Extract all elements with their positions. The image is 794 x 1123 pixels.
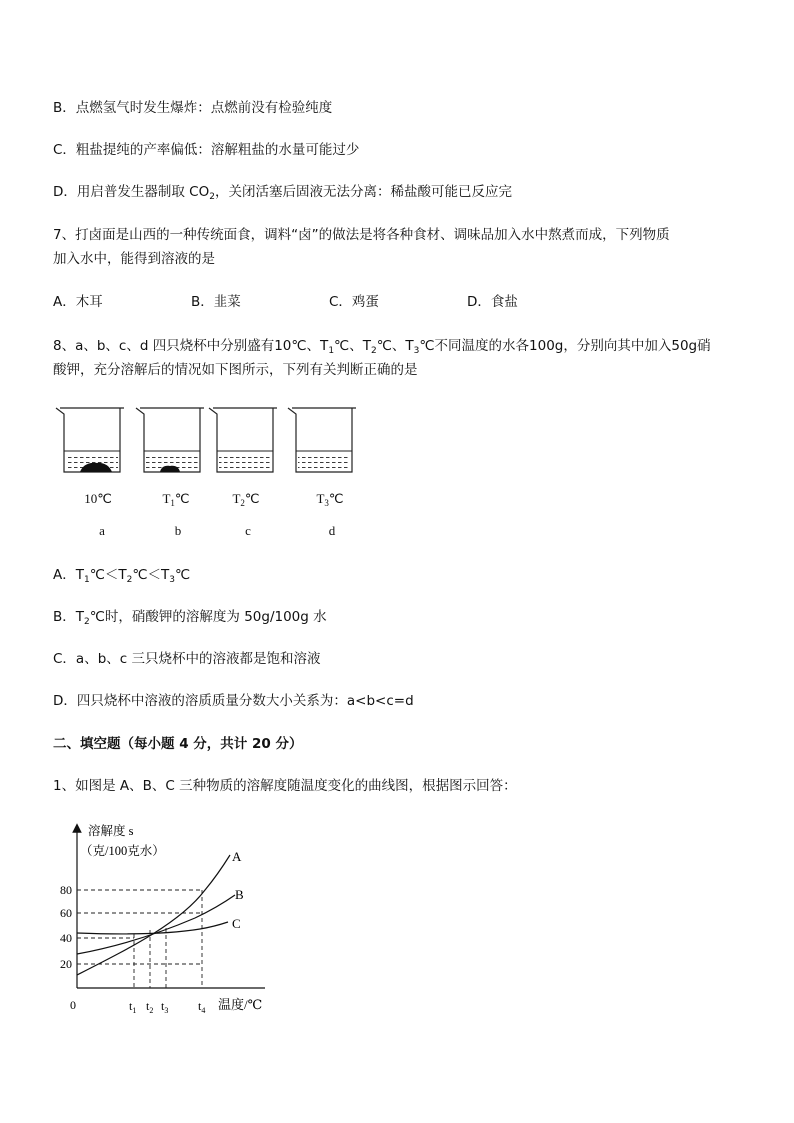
curve-a bbox=[77, 855, 230, 975]
fill1-stem: 1、如图是 A、B、C 三种物质的溶解度随温度变化的曲线图，根据图示回答： bbox=[53, 778, 517, 794]
q6-option-d bbox=[53, 183, 512, 201]
q8-stem-sub-3: 3 bbox=[413, 346, 420, 356]
q8-option-a-sub1: 1 bbox=[83, 575, 90, 585]
q6-option-d-text-1: D．用启普发生器制取 CO bbox=[53, 184, 210, 200]
curve-label-a: A bbox=[232, 849, 242, 864]
q8-option-b bbox=[53, 608, 327, 626]
x-axis-label: 温度/℃ bbox=[218, 997, 263, 1012]
y-axis-label-2: （克/100克水） bbox=[80, 844, 165, 858]
q8-option-a-sub3: 3 bbox=[169, 575, 176, 585]
beaker-d bbox=[288, 408, 356, 472]
q8-option-a-sub2: 2 bbox=[126, 575, 133, 585]
x-tick-t1: $t_1$ bbox=[129, 999, 137, 1015]
q8-stem-part-2: ℃、T bbox=[334, 338, 371, 354]
beaker-c-temp-t: T bbox=[232, 491, 241, 506]
y-tick-20: 20 bbox=[60, 957, 72, 971]
beaker-c-temp-unit: ℃ bbox=[244, 491, 260, 506]
q6-option-b: B．点燃氢气时发生爆炸：点燃前没有检验纯度 bbox=[53, 100, 333, 116]
beaker-b-temp-sub: 1 bbox=[170, 498, 175, 508]
q8-option-a-t1: A．T bbox=[53, 567, 84, 583]
beaker-c bbox=[209, 408, 277, 472]
q7-stem-line2: 加入水中，能得到溶液的是 bbox=[53, 251, 215, 267]
y-tick-40: 40 bbox=[60, 931, 72, 945]
q8-option-b-t2: ℃时，硝酸钾的溶解度为 50g/100g 水 bbox=[89, 609, 327, 625]
q8-stem-part-1: 8、a、b、c、d 四只烧杯中分别盛有10℃、T bbox=[53, 338, 329, 354]
q8-option-c: C．a、b、c 三只烧杯中的溶液都是饱和溶液 bbox=[53, 651, 321, 667]
q7-option-c: C．鸡蛋 bbox=[329, 294, 379, 310]
q7-option-d: D．食盐 bbox=[467, 294, 518, 310]
q8-option-a-t3: ℃＜T bbox=[132, 567, 170, 583]
beaker-b-temp-t: T bbox=[162, 491, 171, 506]
q8-option-b-sub: 2 bbox=[84, 617, 90, 627]
beaker-a-temp: 10℃ bbox=[84, 491, 112, 506]
q6-option-d-sub: 2 bbox=[209, 192, 215, 202]
q7-option-a: A．木耳 bbox=[53, 294, 103, 310]
q8-option-d: D．四只烧杯中溶液的溶质质量分数大小关系为：a<b<c=d bbox=[53, 693, 414, 709]
beaker-c-temp bbox=[216, 491, 276, 507]
beaker-b-temp-unit: ℃ bbox=[174, 491, 190, 506]
q8-stem-sub-1: 1 bbox=[328, 346, 335, 356]
q8-option-b-t1: B．T bbox=[53, 609, 85, 625]
beaker-b-temp bbox=[146, 491, 206, 507]
curve-b bbox=[77, 895, 235, 954]
y-tick-80: 80 bbox=[60, 883, 72, 897]
q8-option-a-t4: ℃ bbox=[175, 567, 191, 583]
beaker-d-temp-t: T bbox=[316, 491, 325, 506]
beakers-figure bbox=[50, 400, 370, 485]
beaker-d-letter: d bbox=[328, 523, 336, 538]
q8-stem-line1 bbox=[53, 337, 711, 355]
q8-stem-part-4: ℃不同温度的水各100g，分别向其中加入50g硝 bbox=[419, 338, 711, 354]
q7-option-b: B．韭菜 bbox=[191, 294, 241, 310]
q8-stem-sub-2: 2 bbox=[370, 346, 377, 356]
q6-option-d-text-2: ，关闭活塞后固液无法分离：稀盐酸可能已反应完 bbox=[214, 184, 512, 200]
q7-stem-line1: 7、打卤面是山西的一种传统面食，调料“卤”的做法是将各种食材、调味品加入水中熬煮而成，下列物质 bbox=[53, 227, 670, 243]
beaker-b-letter: b bbox=[174, 523, 182, 538]
q6-option-c: C．粗盐提纯的产率偏低：溶解粗盐的水量可能过少 bbox=[53, 142, 360, 158]
beaker-a bbox=[56, 408, 124, 472]
q8-stem-part-3: ℃、T bbox=[376, 338, 414, 354]
beaker-c-letter: c bbox=[245, 523, 251, 538]
y-tick-60: 60 bbox=[60, 906, 72, 920]
beaker-d-temp bbox=[300, 491, 360, 507]
curve-c bbox=[77, 922, 228, 934]
q8-stem-line2: 酸钾，充分溶解后的情况如下图所示，下列有关判断正确的是 bbox=[53, 362, 418, 378]
beaker-a-letter: a bbox=[99, 523, 105, 538]
q8-option-a-t2: ℃＜T bbox=[89, 567, 127, 583]
q8-option-a bbox=[53, 566, 190, 584]
x-tick-t3: $t_3$ bbox=[161, 999, 169, 1015]
beaker-c-temp-sub: 2 bbox=[240, 498, 245, 508]
origin-label: 0 bbox=[70, 998, 76, 1012]
y-axis-label-1: 溶解度 s bbox=[88, 824, 134, 838]
x-tick-t4: $t_4$ bbox=[198, 999, 206, 1015]
beaker-b bbox=[136, 408, 204, 472]
curve-label-c: C bbox=[232, 916, 241, 931]
section-title: 二、填空题（每小题 4 分，共计 20 分） bbox=[53, 736, 303, 752]
curve-label-b: B bbox=[235, 887, 244, 902]
beaker-d-temp-unit: ℃ bbox=[328, 491, 344, 506]
solubility-graph bbox=[50, 818, 280, 1018]
beaker-d-temp-sub: 3 bbox=[324, 498, 329, 508]
x-tick-t2: $t_2$ bbox=[146, 999, 154, 1015]
